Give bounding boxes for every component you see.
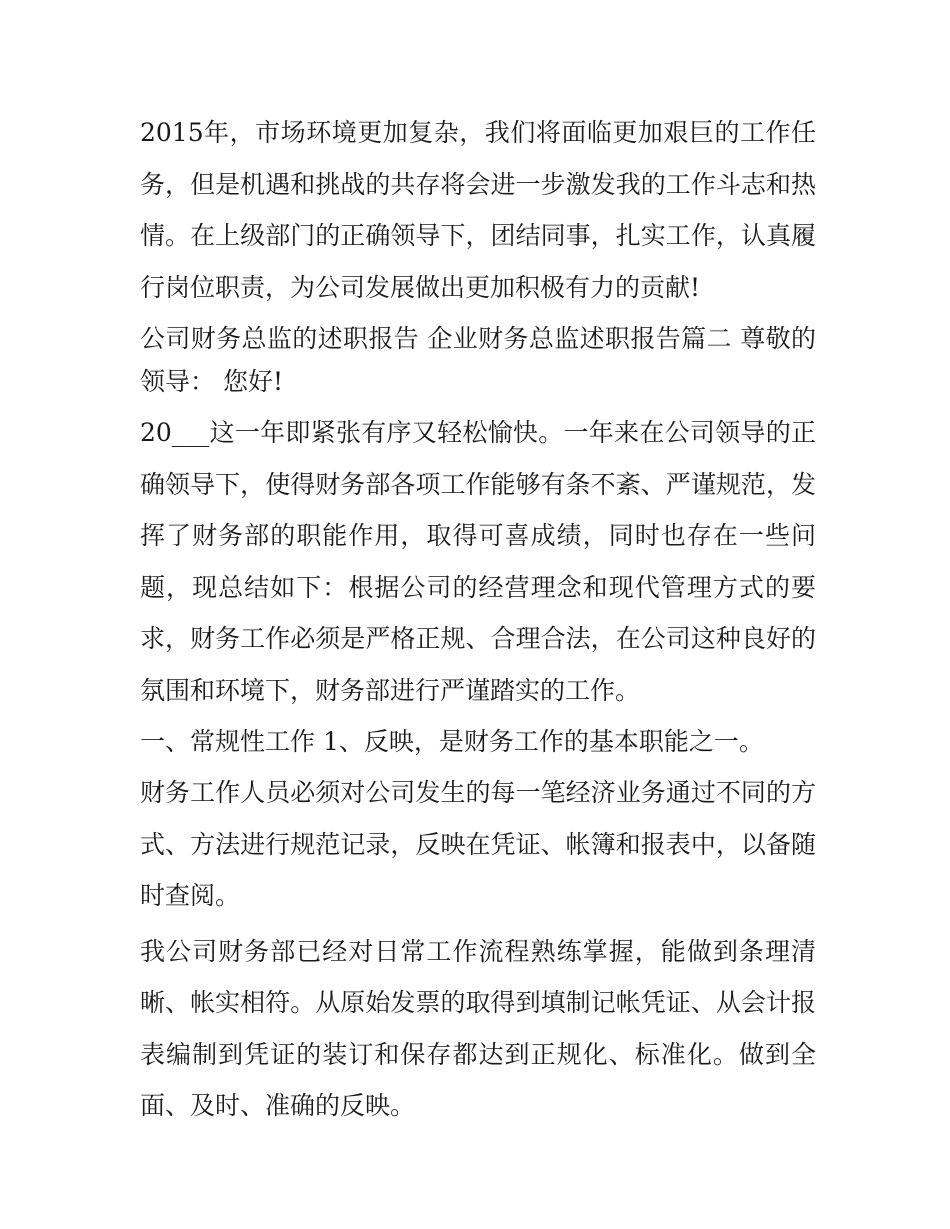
paragraph-outlook-2015: 2015年，市场环境更加复杂，我们将面临更加艰巨的工作任务，但是机遇和挑战的共存将会进一步激发我的工作斗志和热情。在上级部门的正确领导下，团结同事，扎实工作，认真履行岗位职责，为公司发展做出更加积极有力的贡献! <box>140 118 816 302</box>
paragraph-workflow-standards: 我公司财务部已经对日常工作流程熟练掌握，能做到条理清晰、帐实相符。从原始发票的取得到填制记帐凭证、从会计报表编制到凭证的装订和保存都达到正规化、标准化。做到全面、及时、准确的反映。 <box>140 936 816 1120</box>
paragraph-report-title-greeting: 公司财务总监的述职报告 企业财务总监述职报告篇二 尊敬的领导： 您好! <box>140 324 816 396</box>
paragraph-section-heading: 一、常规性工作 1、反映，是财务工作的基本职能之一。 <box>140 727 764 756</box>
document-body <box>140 107 816 1132</box>
paragraph-recording-duties: 财务工作人员必须对公司发生的每一笔经济业务通过不同的方式、方法进行规范记录，反映在凭证、帐簿和报表中，以备随时查阅。 <box>140 778 816 910</box>
paragraph-annual-summary: 20___这一年即紧张有序又轻松愉快。一年来在公司领导的正确领导下，使得财务部各项工作能够有条不紊、严谨规范，发挥了财务部的职能作用，取得可喜成绩，同时也存在一些问题，现总结如下：根据公司的经营理念和现代管理方式的要求，财务工作必须是严格正规、合理合法，在公司这种良好的氛围和环境下，财务部进行严谨踏实的工作。 <box>140 418 816 705</box>
